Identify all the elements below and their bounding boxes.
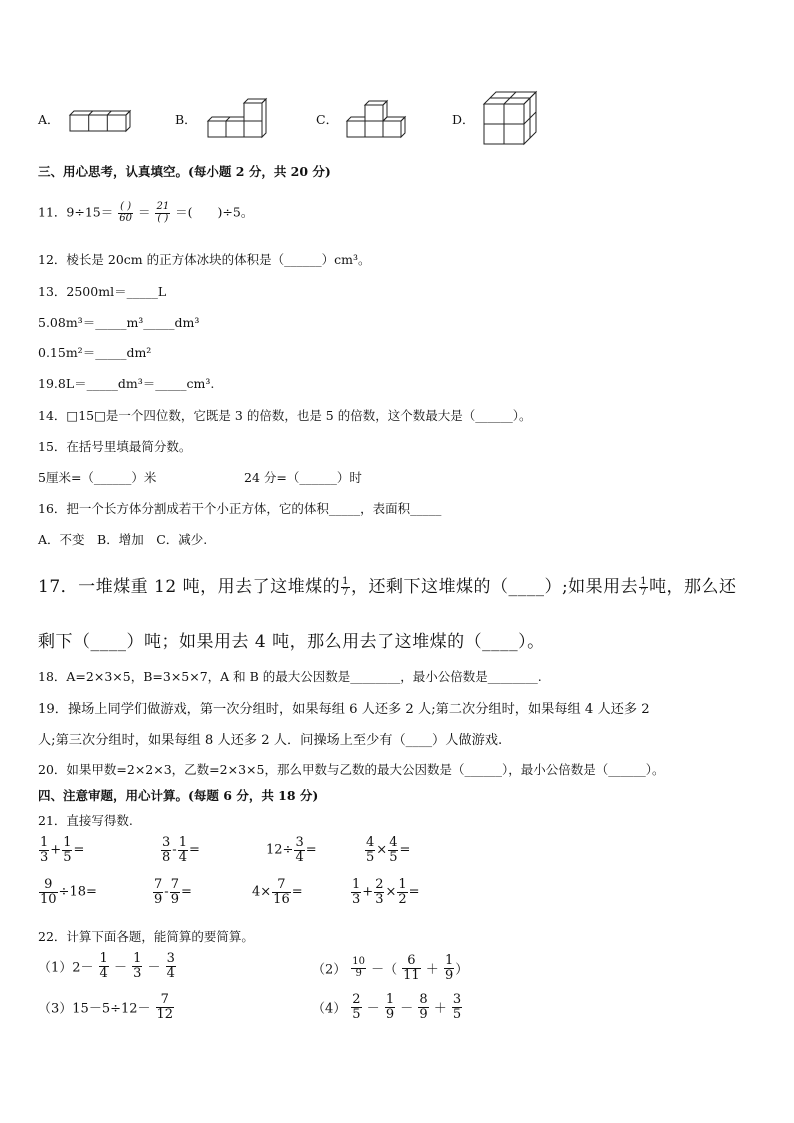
q16-choices: A．不变 B．增加 C．减少. bbox=[38, 532, 208, 547]
q17-fraction-1 bbox=[341, 577, 350, 599]
denominator: 8 bbox=[162, 849, 171, 865]
fraction bbox=[374, 878, 384, 906]
q15-part-left: 5厘米=（______）米 bbox=[38, 470, 157, 485]
operator: - bbox=[172, 842, 177, 858]
q17-text-b: ，还剩下这堆煤的（____）;如果用去 bbox=[350, 577, 639, 597]
denominator: 4 bbox=[178, 849, 187, 865]
prefix: 4× bbox=[252, 884, 272, 900]
question-20: 20．如果甲数=2×2×3，乙数=2×3×5，那么甲数与乙数的最大公因数是（______），最小公倍数是（______）。 bbox=[38, 762, 665, 777]
denominator: 5 bbox=[389, 849, 398, 865]
question-14: 14．□15□是一个四位数，它既是 3 的倍数，也是 5 的倍数，这个数最大是（______）。 bbox=[38, 408, 532, 423]
denominator: 9 bbox=[154, 891, 163, 907]
fraction bbox=[170, 878, 180, 906]
operator: × bbox=[385, 884, 397, 900]
q21-item-1 bbox=[38, 836, 84, 864]
numerator: 3 bbox=[162, 835, 171, 850]
numerator: 1 bbox=[398, 877, 407, 892]
q17-text-c: 吨，那么还 bbox=[649, 577, 737, 597]
q17-fraction-1-den: 7 bbox=[342, 587, 349, 598]
question-15: 15．在括号里填最简分数。 bbox=[38, 439, 192, 454]
fraction bbox=[62, 836, 72, 864]
fraction: $\frac{1}{9}$ bbox=[385, 992, 395, 1022]
q21-item-6 bbox=[152, 878, 192, 906]
numerator: 7 bbox=[170, 877, 179, 892]
q22-p4-lead: （4） bbox=[312, 1001, 347, 1017]
option-b-label: B． bbox=[175, 112, 197, 127]
denominator: 16 bbox=[273, 891, 290, 907]
numerator: 9 bbox=[39, 878, 58, 893]
fraction: $\frac{3}{5}$ bbox=[452, 992, 462, 1022]
equals: = bbox=[188, 842, 200, 858]
question-21: 21．直接写得数. bbox=[38, 813, 133, 828]
equals: = bbox=[305, 842, 317, 858]
q11-fraction-1 bbox=[118, 202, 133, 224]
option-b-figure bbox=[204, 95, 270, 141]
fraction bbox=[178, 836, 188, 864]
section-3-title: 三、用心思考，认真填空。(每小题 2 分，共 20 分) bbox=[38, 164, 331, 179]
fraction: $\frac{3}{4}$ bbox=[166, 951, 175, 981]
q11-blank-numerator: ( ) bbox=[120, 201, 132, 212]
denominator: 5 bbox=[63, 849, 72, 865]
fraction: $\frac{1}{4}$ bbox=[99, 951, 108, 981]
q17-fraction-2 bbox=[639, 577, 648, 599]
q21-item-3 bbox=[266, 836, 317, 864]
q11-blank-denominator: ( ) bbox=[157, 212, 169, 224]
numerator: 2 bbox=[375, 877, 384, 892]
option-c-label: C． bbox=[316, 112, 339, 127]
q11-denominator-60: 60 bbox=[119, 212, 132, 224]
denominator: 4 bbox=[295, 849, 304, 865]
fraction: $\frac{1}{3}$ bbox=[133, 951, 142, 981]
denominator: 10 bbox=[40, 891, 57, 907]
q21-item-4 bbox=[364, 836, 410, 864]
q17-fraction-1-num: 1 bbox=[342, 575, 349, 587]
fraction bbox=[39, 836, 49, 864]
question-11 bbox=[38, 202, 253, 224]
fraction: $\frac{10}{9}$ bbox=[352, 956, 365, 979]
numerator: 3 bbox=[295, 835, 304, 850]
q22-p2-lead: （2） bbox=[312, 962, 347, 978]
question-19-line-2: 人;第三次分组时，如果每组 8 人还多 2 人．问操场上至少有（____）人做游戏. bbox=[38, 733, 503, 748]
numerator: 4 bbox=[389, 835, 398, 850]
q11-numerator-21: 21 bbox=[156, 201, 170, 212]
equals: = bbox=[399, 842, 411, 858]
equals: = bbox=[73, 842, 85, 858]
fraction bbox=[397, 878, 407, 906]
numerator: 1 bbox=[178, 835, 187, 850]
denominator: 2 bbox=[398, 891, 407, 907]
q17-fraction-2-den: 7 bbox=[640, 587, 648, 598]
q21-item-7 bbox=[252, 878, 303, 906]
q11-fraction-2 bbox=[155, 202, 170, 224]
fraction: $\frac{7}{12}$ bbox=[156, 992, 174, 1022]
section-4-title: 四、注意审题，用心计算。(每题 6 分，共 18 分) bbox=[38, 788, 319, 803]
equals: = bbox=[291, 884, 303, 900]
option-a-label: A． bbox=[38, 112, 60, 127]
operator: ÷18= bbox=[58, 884, 97, 900]
question-13-line-2: 5.08m³＝_____m³_____dm³ bbox=[38, 315, 200, 330]
operator: - bbox=[164, 884, 169, 900]
fraction bbox=[272, 878, 291, 906]
question-16: 16．把一个长方体分割成若干个小正方体，它的体积_____，表面积_____ bbox=[38, 501, 442, 516]
option-a-figure bbox=[66, 105, 132, 135]
denominator: 3 bbox=[375, 891, 384, 907]
q21-item-5 bbox=[38, 878, 97, 906]
fraction bbox=[39, 878, 58, 906]
numerator: 7 bbox=[154, 877, 163, 892]
q22-part-1: （1）2－ $\frac{1}{4}$ － $\frac{1}{3}$ － $\frac{3}{4}$ bbox=[38, 951, 175, 981]
fraction bbox=[365, 836, 375, 864]
numerator: 4 bbox=[366, 835, 375, 850]
q22-part-4: （4） $\frac{2}{5}$ － $\frac{1}{9}$ － $\frac{8}{9}$ ＋ $\frac{3}{5}$ bbox=[312, 992, 462, 1022]
q22-part-2: （2） $\frac{10}{9}$ －（ $\frac{6}{11}$ ＋ $\frac{1}{9}$ ） bbox=[312, 953, 469, 983]
q11-tail: ＝( )÷5。 bbox=[175, 204, 254, 220]
option-d-figure bbox=[480, 88, 542, 148]
question-13-line-1: 13．2500ml＝_____L bbox=[38, 284, 167, 299]
q11-equals: ＝ bbox=[137, 204, 151, 220]
question-13-line-3: 0.15m²＝_____dm² bbox=[38, 345, 152, 360]
q11-lead: 11．9÷15＝ bbox=[38, 204, 114, 220]
denominator: 3 bbox=[40, 849, 49, 865]
fraction bbox=[153, 878, 163, 906]
q17-fraction-2-num: 1 bbox=[640, 575, 648, 587]
denominator: 3 bbox=[352, 891, 361, 907]
fraction: $\frac{8}{9}$ bbox=[419, 992, 428, 1022]
numerator: 1 bbox=[352, 877, 361, 892]
question-19-line-1: 19．操场上同学们做游戏，第一次分组时，如果每组 6 人还多 2 人;第二次分组时，如果每组 4 人还多 2 bbox=[38, 702, 650, 717]
question-13-line-4: 19.8L＝_____dm³＝_____cm³. bbox=[38, 376, 215, 391]
fraction: $\frac{1}{9}$ bbox=[444, 953, 454, 983]
q22-p1-lead: （1）2－ bbox=[38, 960, 94, 976]
fraction bbox=[351, 878, 361, 906]
operator: + bbox=[362, 884, 374, 900]
q15-part-right: 24 分=（______）时 bbox=[244, 470, 362, 485]
numerator: 1 bbox=[40, 835, 49, 850]
fraction: $\frac{6}{11}$ bbox=[403, 953, 420, 983]
numerator: 1 bbox=[63, 835, 72, 850]
fraction bbox=[294, 836, 304, 864]
option-d-label: D． bbox=[452, 112, 475, 127]
q21-item-2 bbox=[160, 836, 200, 864]
numerator: 7 bbox=[272, 878, 291, 893]
equals: = bbox=[408, 884, 420, 900]
q17-text-a: 17．一堆煤重 12 吨，用去了这堆煤的 bbox=[38, 577, 341, 597]
prefix: 12÷ bbox=[266, 842, 294, 858]
question-12: 12．棱长是 20cm 的正方体冰块的体积是（______）cm³。 bbox=[38, 252, 371, 267]
equals: = bbox=[180, 884, 192, 900]
option-c-figure bbox=[343, 97, 407, 141]
operator: + bbox=[50, 842, 62, 858]
denominator: 9 bbox=[170, 891, 179, 907]
q22-part-3 bbox=[38, 993, 175, 1021]
q21-item-8 bbox=[350, 878, 420, 906]
operator: × bbox=[376, 842, 388, 858]
denominator: 5 bbox=[366, 849, 375, 865]
fraction bbox=[388, 836, 398, 864]
question-17-line-1 bbox=[38, 572, 737, 599]
fraction bbox=[161, 836, 171, 864]
question-17-line-2: 剩下（____）吨；如果用去 4 吨，那么用去了这堆煤的（____）。 bbox=[38, 632, 545, 652]
question-22: 22．计算下面各题，能简算的要简算。 bbox=[38, 929, 254, 944]
q22-p3-lead: （3）15－5÷12－ bbox=[38, 1001, 151, 1017]
question-18: 18．A=2×3×5，B=3×5×7，A 和 B 的最大公因数是________，最小公倍数是________. bbox=[38, 669, 542, 684]
fraction: $\frac{2}{5}$ bbox=[352, 992, 361, 1022]
